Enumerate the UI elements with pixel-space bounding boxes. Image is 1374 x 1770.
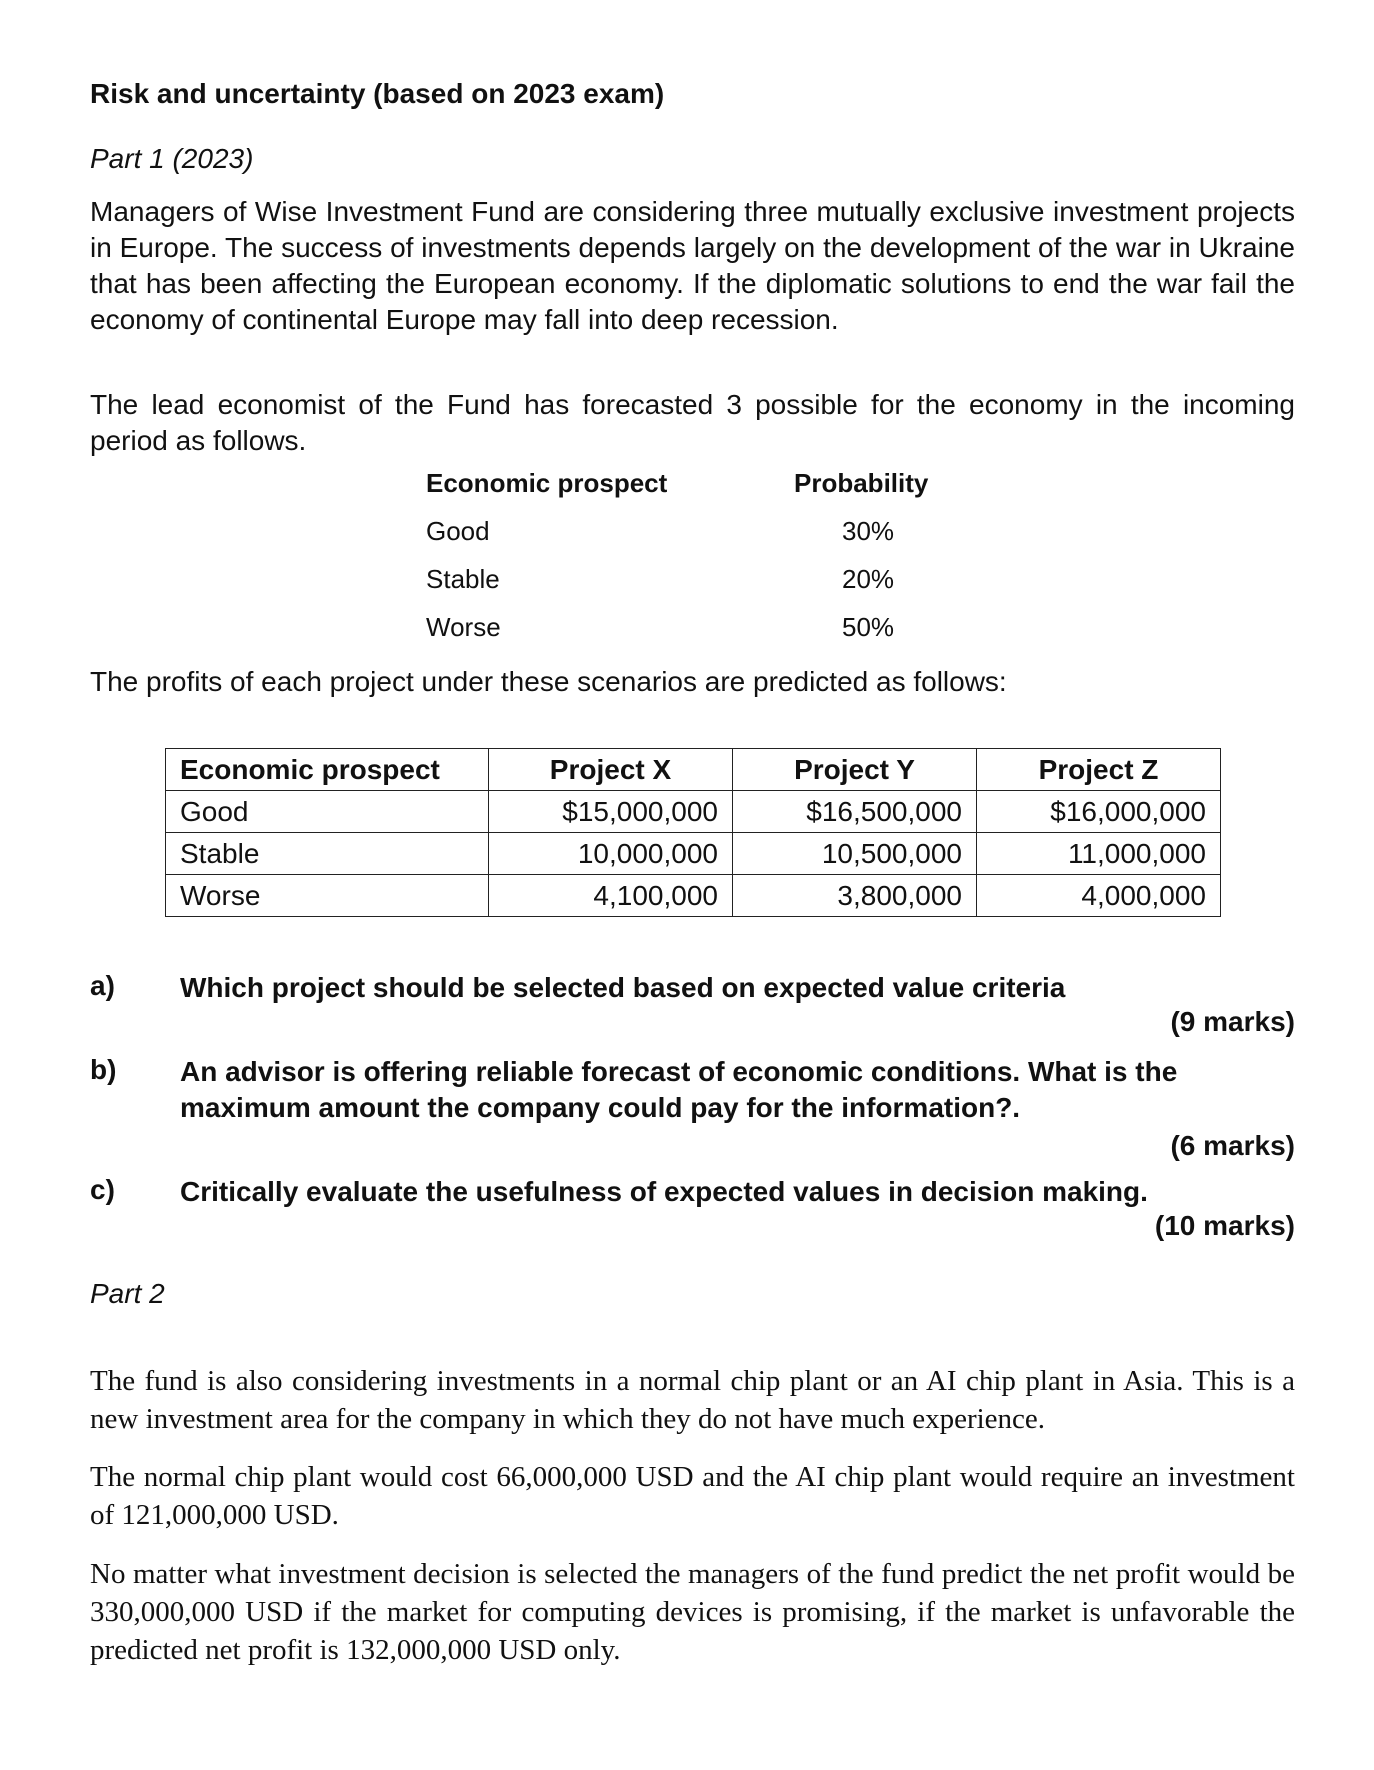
profits-table [165, 748, 1221, 917]
cell-project-x: 10,000,000 [489, 833, 733, 875]
header-project-x: Project X [489, 749, 733, 791]
cell-project-x: $15,000,000 [489, 791, 733, 833]
forecast-paragraph: The lead economist of the Fund has forecasted 3 possible for the economy in the incoming period as follows. [90, 389, 1295, 456]
header-project-y: Project Y [733, 749, 977, 791]
part2-paragraph: The fund is also considering investments in a normal chip plant or an AI chip plant in Asia. This is a new investment area for the company in which they do not have much experience. [90, 1365, 1295, 1435]
prospect-label: Good [426, 516, 490, 546]
question-marks: (10 marks) [1154, 1210, 1295, 1241]
table-row [166, 875, 1221, 917]
document-title: Risk and uncertainty (based on 2023 exam) [90, 78, 665, 109]
part2-heading: Part 2 [90, 1278, 165, 1309]
cell-project-z: $16,000,000 [977, 791, 1221, 833]
question-marks: (6 marks) [1170, 1130, 1295, 1161]
header-economic-prospect: Economic prospect [426, 468, 668, 498]
cell-project-y: 3,800,000 [733, 875, 977, 917]
question-text: Which project should be selected based on expected value criteria [180, 972, 1066, 1003]
question-text: Critically evaluate the usefulness of expected values in decision making. [180, 1176, 1148, 1207]
prospect-label: Stable [426, 564, 500, 594]
cell-project-z: 11,000,000 [977, 833, 1221, 875]
row-label: Worse [166, 875, 489, 917]
part2-paragraph: No matter what investment decision is selected the managers of the fund predict the net profit would be 330,000,000 USD if the market for computing devices is promising, if the market is unfavorable the predicted net profit is 132,000,000 USD only. [90, 1558, 1295, 1666]
table-row [166, 833, 1221, 875]
part1-heading: Part 1 (2023) [90, 143, 254, 174]
question-marks: (9 marks) [1170, 1006, 1295, 1037]
question-text: An advisor is offering reliable forecast of economic conditions. What is the maximum amount the company could pay for the information?. [180, 1056, 1178, 1123]
header-probability: Probability [794, 468, 929, 498]
prospect-label: Worse [426, 612, 501, 642]
part2-paragraph: The normal chip plant would cost 66,000,000 USD and the AI chip plant would require an investment of 121,000,000 USD. [90, 1461, 1295, 1531]
cell-project-y: $16,500,000 [733, 791, 977, 833]
table-row [166, 791, 1221, 833]
intro-paragraph: Managers of Wise Investment Fund are considering three mutually exclusive investment projects in Europe. The success of investments depends largely on the development of the war in Ukraine that has been affecting the European economy. If the diplomatic solutions to end the war fail the economy of continental Europe may fall into deep recession. [90, 196, 1295, 335]
question-label: b) [90, 1054, 117, 1085]
header-project-z: Project Z [977, 749, 1221, 791]
row-label: Good [166, 791, 489, 833]
probability-value: 50% [842, 612, 895, 642]
question-label: c) [90, 1174, 115, 1205]
probability-value: 20% [842, 564, 895, 594]
cell-project-x: 4,100,000 [489, 875, 733, 917]
header-economic-prospect: Economic prospect [166, 749, 489, 791]
probability-value: 30% [842, 516, 895, 546]
profits-table-header [166, 749, 1221, 791]
cell-project-z: 4,000,000 [977, 875, 1221, 917]
cell-project-y: 10,500,000 [733, 833, 977, 875]
question-label: a) [90, 970, 115, 1001]
profits-intro: The profits of each project under these scenarios are predicted as follows: [90, 666, 1007, 697]
row-label: Stable [166, 833, 489, 875]
